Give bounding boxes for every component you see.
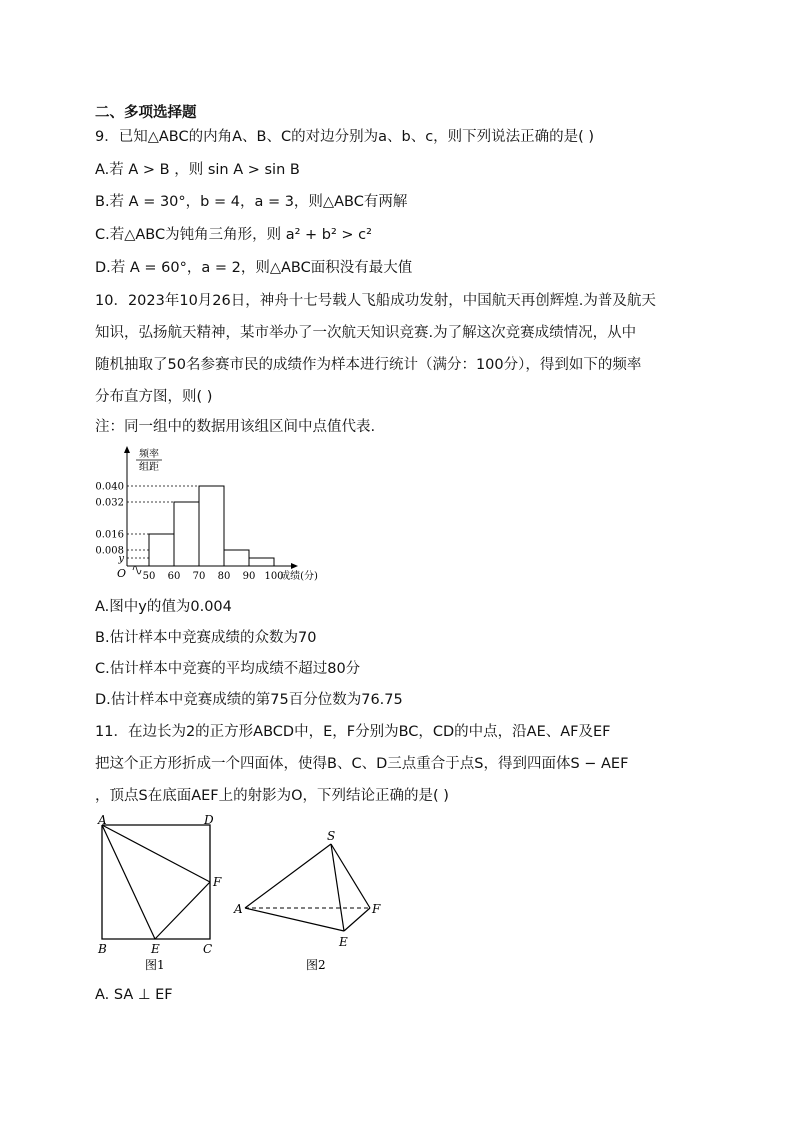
label-c: C <box>203 942 213 956</box>
q10-option-b: B.估计样本中竞赛成绩的众数为70 <box>95 630 317 646</box>
label-d: D <box>204 813 214 827</box>
q11-stem-line-1: 11．在边长为2的正方形ABCD中，E，F分别为BC，CD的中点，沿AE、AF及EF <box>95 724 611 740</box>
q10-stem-line-3: 随机抽取了50名参赛市民的成绩作为样本进行统计（满分：100分），得到如下的频率 <box>95 357 642 373</box>
x-axis-label: 成绩(分) <box>280 571 318 582</box>
segment-af <box>102 825 210 882</box>
segment-ae <box>102 825 155 939</box>
histogram-bar <box>149 534 174 566</box>
q10-stem-line-2: 知识，弘扬航天精神，某市举办了一次航天知识竞赛.为了解这次竞赛成绩情况，从中 <box>95 325 637 341</box>
figure-1-square <box>90 812 230 977</box>
x-tick-label: 70 <box>192 571 206 582</box>
figure-2-caption: 图2 <box>306 958 326 972</box>
histogram-bar <box>199 486 224 566</box>
y-axis-arrow <box>124 446 130 453</box>
histogram-bar <box>249 558 274 566</box>
q10-stem-line-4: 分布直方图，则( ) <box>95 389 213 405</box>
q9-option-d: D.若 A = 60°，a = 2，则△ABC面积没有最大值 <box>95 260 413 276</box>
frequency-histogram <box>95 443 355 588</box>
q11-option-a: A. SA ⊥ EF <box>95 987 173 1003</box>
x-tick-label: 100 <box>264 571 284 582</box>
axis-break <box>133 566 141 574</box>
q10-option-d: D.估计样本中竞赛成绩的第75百分位数为76.75 <box>95 692 403 708</box>
q9-option-a: A.若 A > B ，则 sin A > sin B <box>95 162 300 178</box>
q10-stem-line-1: 10．2023年10月26日，神舟十七号载人飞船成功发射，中国航天再创辉煌.为普及航天 <box>95 293 656 309</box>
segment-ef <box>155 882 210 939</box>
x-tick-label: 80 <box>217 571 231 582</box>
y-tick-label: y <box>118 553 124 565</box>
histogram-bar <box>224 550 249 566</box>
q10-option-a: A.图中y的值为0.004 <box>95 599 232 615</box>
q11-stem-line-2: 把这个正方形折成一个四面体，使得B、C、D三点重合于点S，得到四面体S − AEF <box>95 756 629 772</box>
edge-se <box>331 844 344 931</box>
x-axis-arrow <box>291 563 298 569</box>
origin-label: O <box>117 567 127 580</box>
y-tick-label: 0.008 <box>95 545 124 557</box>
figure-2-tetrahedron <box>230 826 390 976</box>
section-title: 二、多项选择题 <box>95 105 197 121</box>
q9-option-b: B.若 A = 30°，b = 4，a = 3，则△ABC有两解 <box>95 194 408 210</box>
edge-ef <box>344 908 370 931</box>
edge-sf <box>331 844 370 908</box>
edge-sa <box>245 844 331 908</box>
y-axis-label-top: 频率 <box>139 449 159 460</box>
label-e: E <box>151 942 160 956</box>
histogram-bar <box>174 502 199 566</box>
edge-ae <box>245 908 344 931</box>
y-tick-label: 0.016 <box>95 529 124 541</box>
label-f: F <box>213 875 222 889</box>
x-tick-label: 60 <box>167 571 181 582</box>
square-outline <box>102 825 210 939</box>
q10-option-c: C.估计样本中竞赛的平均成绩不超过80分 <box>95 661 361 677</box>
label-a2: A <box>234 902 243 916</box>
label-b: B <box>98 942 107 956</box>
label-a: A <box>98 813 107 827</box>
q9-option-c: C.若△ABC为钝角三角形，则 a² + b² > c² <box>95 227 372 243</box>
x-tick-label: 90 <box>242 571 256 582</box>
q11-stem-line-3: ，顶点S在底面AEF上的射影为O，下列结论正确的是( ) <box>95 788 449 804</box>
figure-1-caption: 图1 <box>145 958 165 972</box>
label-f2: F <box>372 902 381 916</box>
label-e2: E <box>339 935 348 949</box>
q10-note: 注：同一组中的数据用该组区间中点值代表. <box>95 419 376 435</box>
y-axis-label-bottom: 组距 <box>139 462 159 473</box>
y-tick-label: 0.040 <box>95 481 124 493</box>
x-tick-label: 50 <box>142 571 156 582</box>
y-tick-label: 0.032 <box>95 497 124 509</box>
label-s: S <box>327 829 336 843</box>
q9-stem: 9．已知△ABC的内角A、B、C的对边分别为a、b、c，则下列说法正确的是( ) <box>95 129 595 145</box>
